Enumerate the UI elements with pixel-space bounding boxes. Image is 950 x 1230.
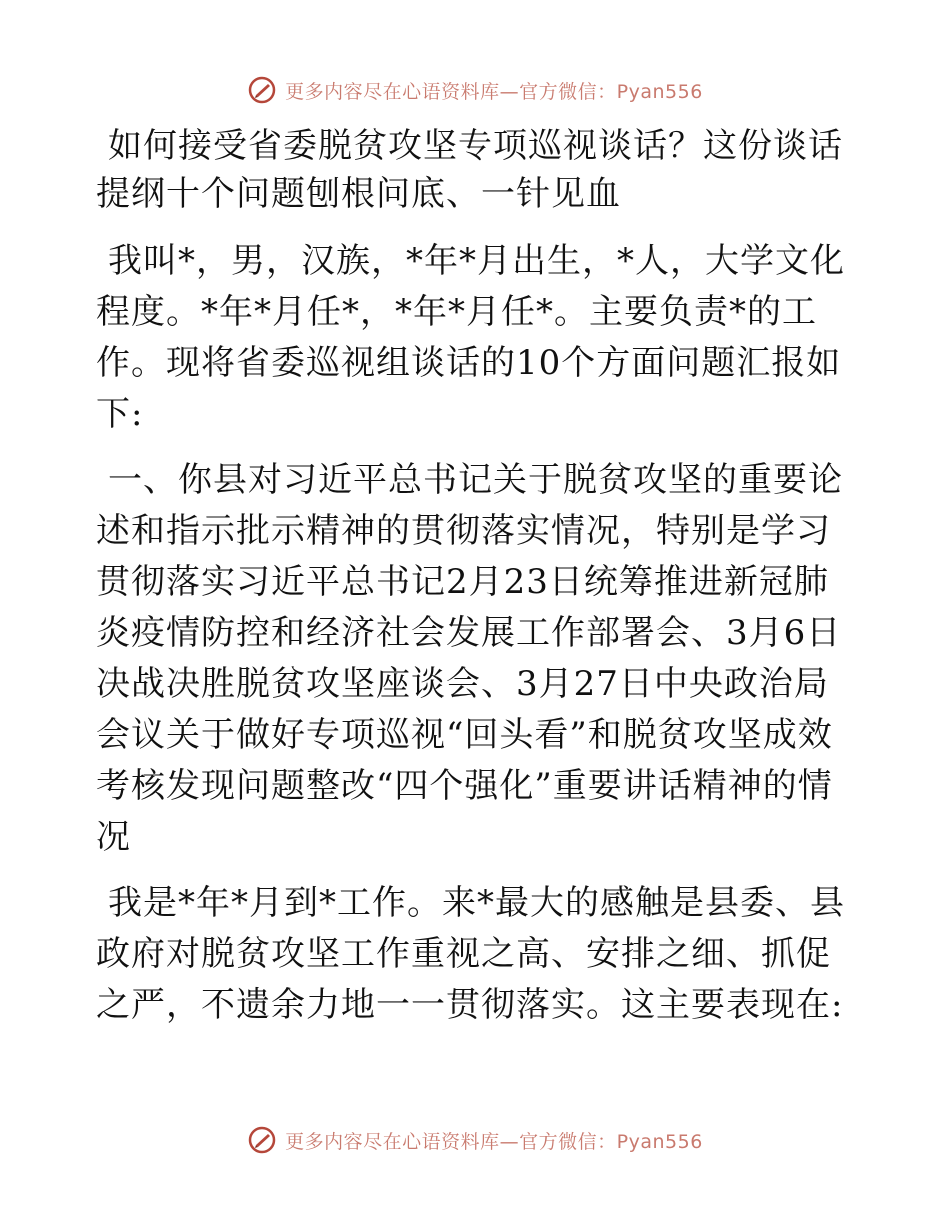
logo-icon: [247, 1125, 277, 1155]
logo-icon: [247, 75, 277, 105]
paragraph: 一、你县对习近平总书记关于脱贫攻坚的重要论述和指示批示精神的贯彻落实情况，特别是学习贯彻落实习近平总书记2月23日统筹推进新冠肺炎疫情防控和经济社会发展工作部署会、3月6日决战决胜脱贫攻坚座谈会、3月27日中央政治局会议关于做好专项巡视“回头看”和脱贫攻坚成效考核发现问题整改“四个强化”重要讲话精神的情况: [96, 460, 843, 857]
document-title: 如何接受省委脱贫攻坚专项巡视谈话？这份谈话提纲十个问题刨根问底、一针见血: [96, 126, 843, 214]
paragraph: 我叫*，男，汉族，*年*月出生，*人，大学文化程度。*年*月任*，*年*月任*。主要负责*的工作。现将省委巡视组谈话的10个方面问题汇报如下:: [96, 241, 845, 434]
paragraph: 我是*年*月到*工作。来*最大的感触是县委、县政府对脱贫攻坚工作重视之高、安排之细、抓促之严，不遗余力地一一贯彻落实。这主要表现在:: [96, 883, 845, 1025]
header-watermark: [0, 70, 950, 110]
watermark-text: 更多内容尽在心语资料库—官方微信：Pyan556: [285, 1130, 703, 1153]
footer-watermark: [0, 1120, 950, 1160]
document-body: [96, 122, 856, 1046]
watermark-text: 更多内容尽在心语资料库—官方微信：Pyan556: [285, 80, 703, 103]
